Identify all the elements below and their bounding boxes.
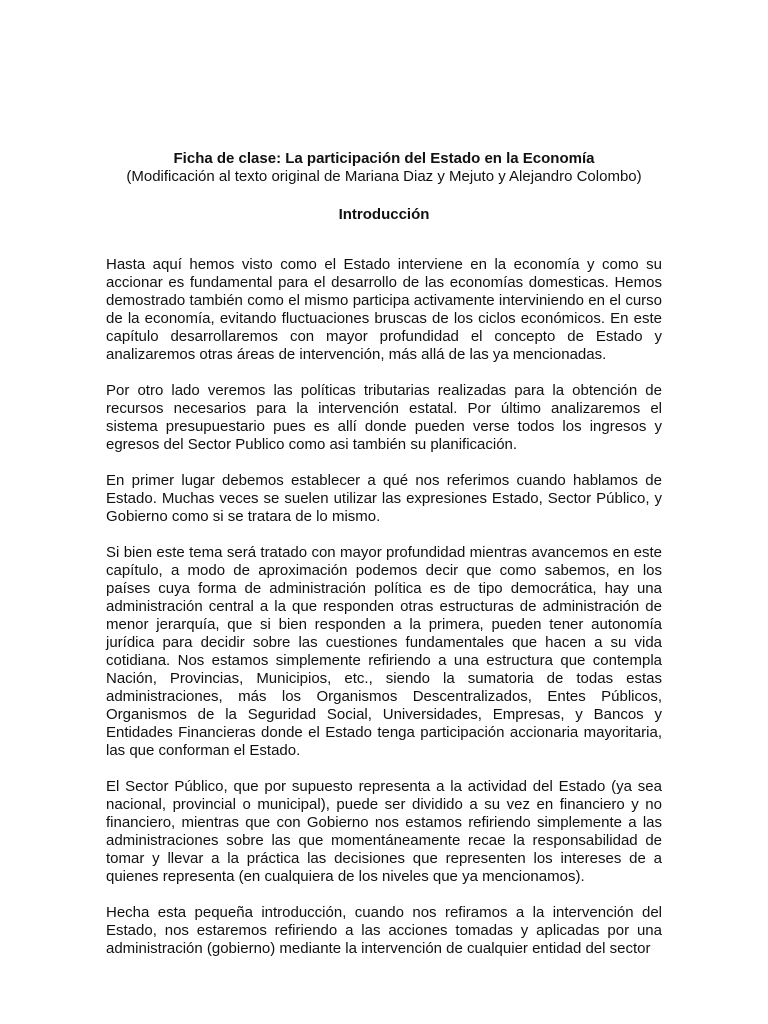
paragraph: Hasta aquí hemos visto como el Estado interviene en la economía y como su accionar es fundamental para el desarrollo de las economías domesticas. Hemos demostrado también como el mismo participa activamente interviniendo en el curso de la economía, evitando fluctuaciones bruscas de los ciclos económicos. En este capítulo desarrollaremos con mayor profundidad el concepto de Estado y analizaremos otras áreas de intervención, más allá de las ya mencionadas. xyxy=(106,256,662,363)
paragraph: En primer lugar debemos establecer a qué nos referimos cuando hablamos de Estado. Muchas veces se suelen utilizar las expresiones Estado, Sector Público, y Gobierno como si se tratara de lo mismo. xyxy=(106,472,662,525)
section-heading: Introducción xyxy=(338,206,430,223)
document-body xyxy=(106,256,662,958)
paragraph: El Sector Público, que por supuesto representa a la actividad del Estado (ya sea nacional, provincial o municipal), puede ser dividido a su vez en financiero y no financiero, mientras que con Gobierno nos estamos refiriendo simplemente a las administraciones sobre las que momentáneamente recae la responsabilidad de tomar y llevar a la práctica las decisiones que representen los intereses de a quienes representa (en cualquiera de los niveles que ya mencionamos). xyxy=(106,778,662,885)
paragraph: Hecha esta pequeña introducción, cuando nos refiramos a la intervención del Estado, nos estaremos refiriendo a las acciones tomadas y aplicadas por una administración (gobierno) mediante la intervención de cualquier entidad del sector xyxy=(106,904,662,957)
document-subtitle: (Modificación al texto original de Mariana Diaz y Mejuto y Alejandro Colombo) xyxy=(126,168,642,185)
paragraph: Si bien este tema será tratado con mayor profundidad mientras avancemos en este capítulo, a modo de aproximación podemos decir que como sabemos, en los países cuya forma de administración política es de tipo democrática, hay una administración central a la que responden otras estructuras de administración de menor jerarquía, que si bien responden a la primera, pueden tener autonomía jurídica para decidir sobre las cuestiones fundamentales que hacen a su vida cotidiana. Nos estamos simplemente refiriendo a una estructura que contempla Nación, Provincias, Municipios, etc., siendo la sumatoria de todas estas administraciones, más los Organismos Descentralizados, Entes Públicos, Organismos de la Seguridad Social, Universidades, Empresas, y Bancos y Entidades Financieras donde el Estado tenga participación accionaria mayoritaria, las que conforman el Estado. xyxy=(106,544,662,759)
document-title: Ficha de clase: La participación del Estado en la Economía xyxy=(173,150,595,167)
paragraph: Por otro lado veremos las políticas tributarias realizadas para la obtención de recursos necesarios para la intervención estatal. Por último analizaremos el sistema presupuestario pues es allí donde pueden verse todos los ingresos y egresos del Sector Publico como asi también su planificación. xyxy=(106,382,662,453)
document-page xyxy=(106,150,662,958)
